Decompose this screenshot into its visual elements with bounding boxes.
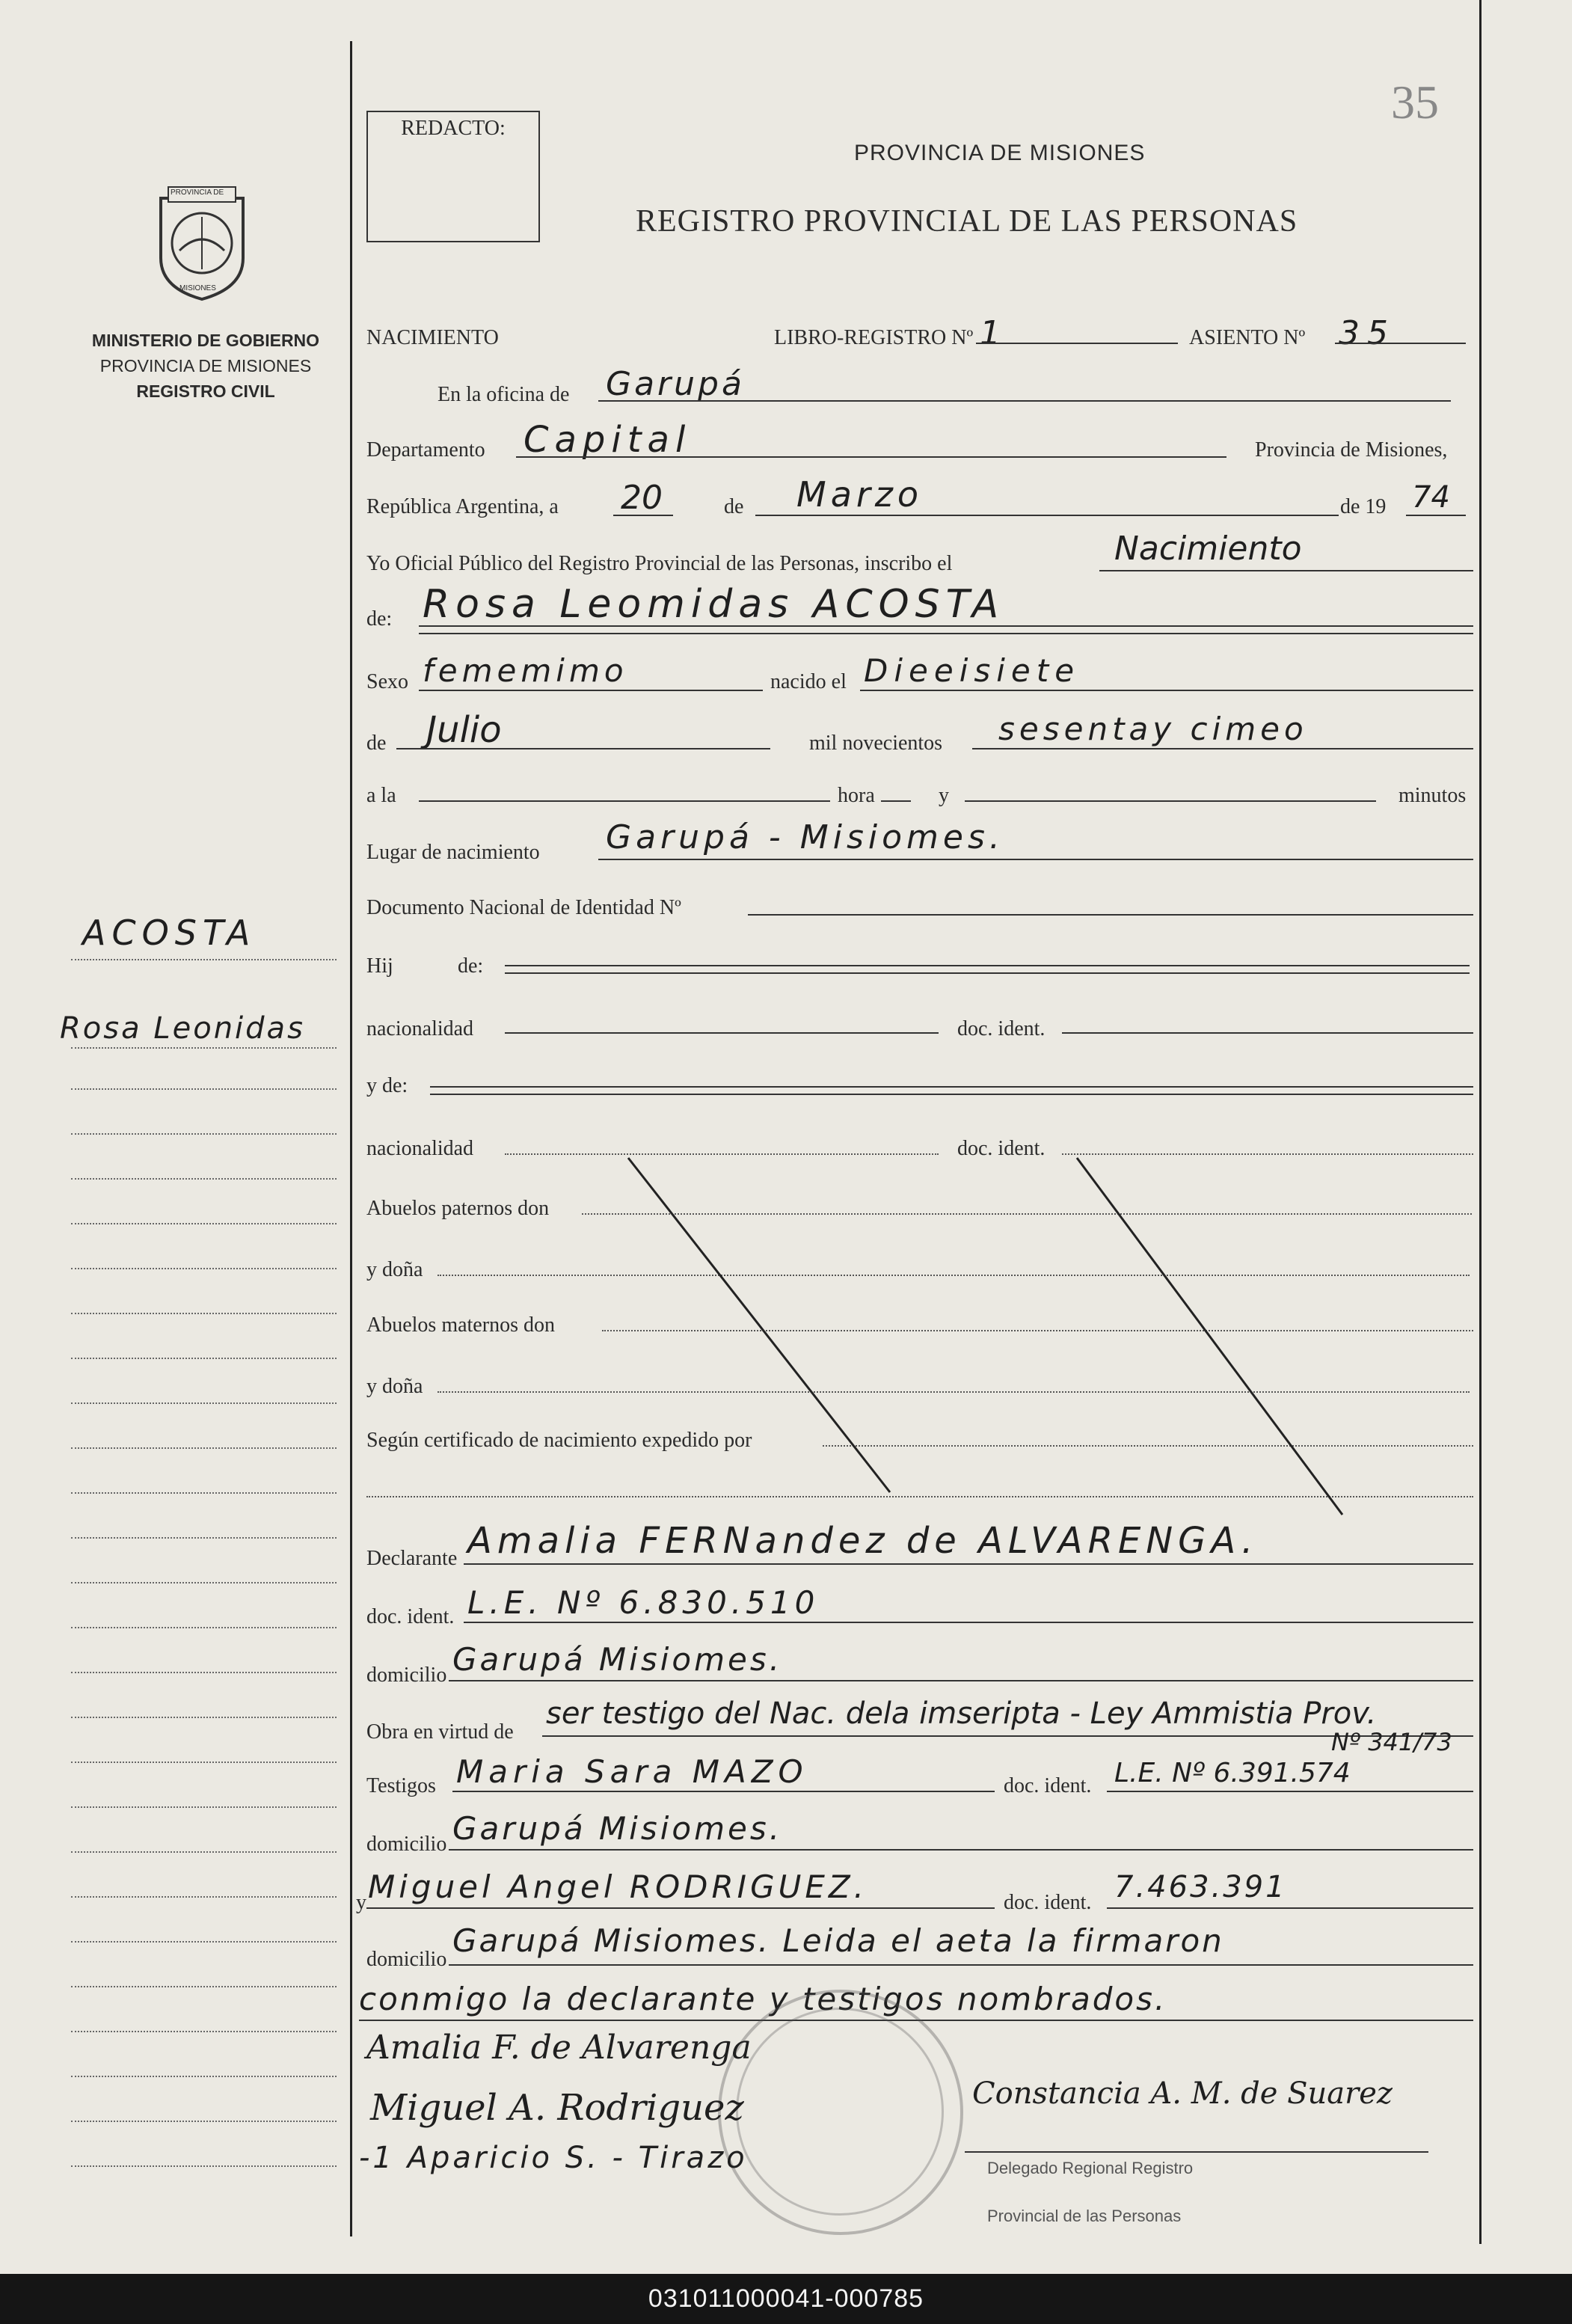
testigo2-dom-label: domicilio xyxy=(366,1948,447,1971)
official-stamp xyxy=(718,1990,963,2235)
anio-value: 74 xyxy=(1412,480,1450,515)
asiento-label: ASIENTO Nº xyxy=(1189,326,1306,349)
y-dona-label-1: y doña xyxy=(366,1258,423,1281)
hora-label: hora xyxy=(838,784,875,807)
doc-ident-label-2: doc. ident. xyxy=(957,1137,1046,1160)
ministry-line3: REGISTRO CIVIL xyxy=(136,381,275,401)
ley-number: Nº 341/73 xyxy=(1331,1728,1452,1756)
ministry-line1: MINISTERIO DE GOBIERNO xyxy=(91,331,320,350)
obra-label: Obra en virtud de xyxy=(366,1720,514,1744)
signature-testigo1: -1 Aparicio S. - Tirazo xyxy=(359,2141,748,2175)
hij-de-label: de: xyxy=(458,954,484,978)
testigos-label: Testigos xyxy=(366,1774,436,1797)
declarante-dom-value: Garupá Misiomes. xyxy=(452,1641,783,1678)
page-number: 35 xyxy=(1391,76,1439,129)
lugar-value: Garupá - Misiomes. xyxy=(606,818,1004,856)
asiento-value: 35 xyxy=(1339,314,1396,352)
margin-given-names: Rosa Leonidas xyxy=(60,1011,305,1046)
declarante-doc-label: doc. ident. xyxy=(366,1605,455,1628)
testigo2-prefix: y xyxy=(356,1891,366,1914)
declarante-doc-underline xyxy=(464,1622,1473,1623)
testigo1-value: Maria Sara MAZO xyxy=(456,1753,808,1790)
nombre-label: de: xyxy=(366,607,393,631)
stamp-line2: Provincial de las Personas xyxy=(987,2207,1182,2225)
nacido-value: Dieeisiete xyxy=(864,652,1081,689)
declarante-doc-value: L.E. Nº 6.830.510 xyxy=(467,1584,820,1621)
hij-label: Hij xyxy=(366,954,393,978)
signature-testigo2: Miguel A. Rodriguez xyxy=(370,2087,744,2129)
testigo1-dom-value: Garupá Misiomes. xyxy=(452,1810,783,1847)
seal-top-text: PROVINCIA DE xyxy=(171,188,224,197)
doc-ident-label-1: doc. ident. xyxy=(957,1017,1046,1040)
minutos-label: minutos xyxy=(1398,784,1467,807)
abuelos-maternos-label: Abuelos maternos don xyxy=(366,1313,555,1337)
oficina-label: En la oficina de xyxy=(437,383,570,406)
y-label: y xyxy=(939,784,949,807)
testigo1-dom-underline xyxy=(449,1849,1473,1851)
obra-value: ser testigo del Nac. dela imseripta - Ley Ammistia Prov. xyxy=(546,1696,1377,1731)
de-label-2: de xyxy=(366,732,387,755)
testigo1-doc-value: L.E. Nº 6.391.574 xyxy=(1114,1758,1351,1788)
declarante-underline xyxy=(464,1563,1473,1565)
signature-line xyxy=(965,2151,1428,2153)
closing-line: conmigo la declarante y testigos nombrados. xyxy=(359,1981,1167,2017)
testigo2-dom-value: Garupá Misiomes. Leida el aeta la firmaron xyxy=(452,1922,1224,1959)
signature-declarante: Amalia F. de Alvarenga xyxy=(366,2029,752,2067)
testigo2-doc-value: 7.463.391 xyxy=(1114,1870,1287,1904)
testigo1-dom-label: domicilio xyxy=(366,1833,447,1856)
stamp-line1: Delegado Regional Registro xyxy=(987,2159,1194,2177)
dni-label: Documento Nacional de Identidad Nº xyxy=(366,896,681,919)
y-dona-label-2: y doña xyxy=(366,1375,423,1398)
oficina-value: Garupá xyxy=(606,365,745,403)
declarante-value: Amalia FERNandez de ALVARENGA. xyxy=(467,1520,1259,1562)
ministry-line2: PROVINCIA DE MISIONES xyxy=(99,356,312,375)
testigo2-value: Miguel Angel RODRIGUEZ. xyxy=(368,1868,868,1905)
testigo1-doc-label: doc. ident. xyxy=(1004,1774,1092,1797)
testigo2-underline xyxy=(366,1907,995,1909)
declarante-dom-underline xyxy=(449,1680,1473,1681)
y-de-label: y de: xyxy=(366,1074,408,1097)
seal-bottom-text: MISIONES xyxy=(179,284,216,292)
anio-label: de 19 xyxy=(1340,495,1387,518)
departamento-value: Capital xyxy=(524,419,692,461)
a-la-label: a la xyxy=(366,784,396,807)
testigo2-doc-underline xyxy=(1107,1907,1473,1909)
lugar-label: Lugar de nacimiento xyxy=(366,841,540,864)
abuelos-paternos-label: Abuelos paternos don xyxy=(366,1197,550,1220)
mil-label: mil novecientos xyxy=(809,732,943,755)
sexo-value: fememimo xyxy=(423,652,628,689)
republica-label: República Argentina, a xyxy=(366,495,559,518)
nacionalidad-label-1: nacionalidad xyxy=(366,1017,474,1040)
de-label: de xyxy=(724,495,744,518)
inscribo-value: Nacimiento xyxy=(1114,530,1302,568)
nacido-label: nacido el xyxy=(770,670,847,693)
signature-oficial: Constancia A. M. de Suarez xyxy=(972,2076,1393,2111)
nacionalidad-label-2: nacionalidad xyxy=(366,1137,474,1160)
dia-value: 20 xyxy=(621,479,663,517)
footer-code: 031011000041-000785 xyxy=(0,2274,1572,2324)
oficial-text: Yo Oficial Público del Registro Provincial de las Personas, inscribo el xyxy=(366,552,953,575)
testigo2-doc-label: doc. ident. xyxy=(1004,1891,1092,1914)
libro-label: LIBRO-REGISTRO Nº xyxy=(774,326,974,349)
anio-nac-value: sesentay cimeo xyxy=(998,711,1308,747)
redacto-label: REDACTO: xyxy=(401,117,506,140)
segun-label: Según certificado de nacimiento expedido por xyxy=(366,1429,752,1452)
testigo1-underline xyxy=(452,1791,995,1792)
nombre-value: Rosa Leomidas ACOSTA xyxy=(423,582,1005,627)
departamento-label: Departamento xyxy=(366,438,485,462)
declarante-dom-label: domicilio xyxy=(366,1664,447,1687)
libro-value: 1 xyxy=(980,314,1001,352)
registry-title: REGISTRO PROVINCIAL DE LAS PERSONAS xyxy=(636,204,1298,239)
margin-surname: ACOSTA xyxy=(82,913,257,953)
act-type: NACIMIENTO xyxy=(366,326,499,349)
testigo2-dom-underline xyxy=(449,1964,1473,1966)
province-heading: PROVINCIA DE MISIONES xyxy=(854,141,1146,165)
declarante-label: Declarante xyxy=(366,1547,458,1570)
testigo1-doc-underline xyxy=(1107,1791,1473,1792)
mes-value: Marzo xyxy=(796,474,924,515)
mes-nac-value: Julio xyxy=(426,709,502,751)
sexo-label: Sexo xyxy=(366,670,408,693)
provincia-suffix: Provincia de Misiones, xyxy=(1255,438,1448,462)
